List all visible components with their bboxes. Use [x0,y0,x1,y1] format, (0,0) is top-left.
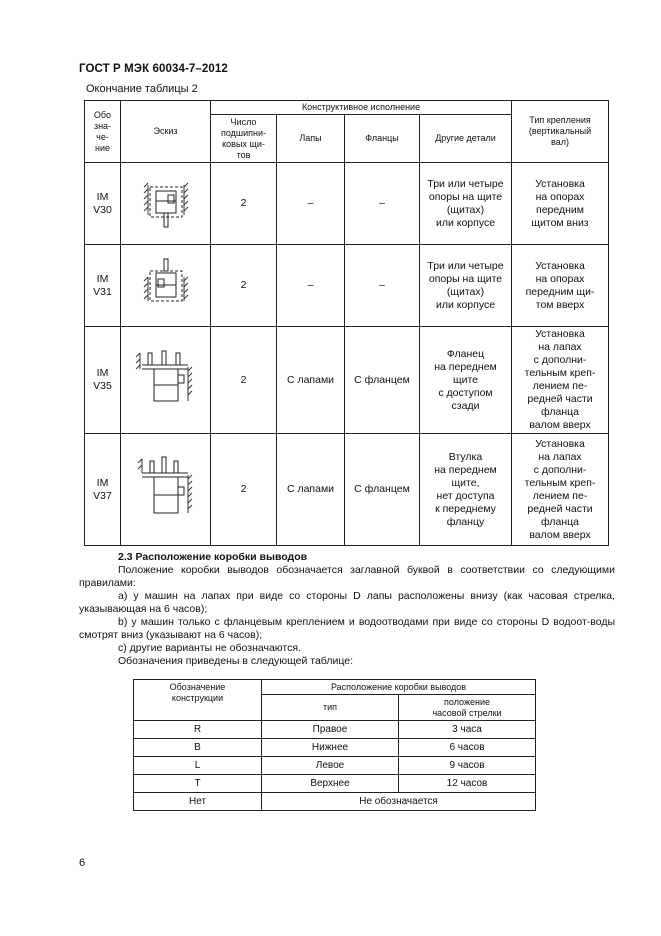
document-header: ГОСТ Р МЭК 60034-7–2012 [79,63,228,75]
row-bearings: 2 [211,327,277,434]
row-bearings: 2 [211,245,277,327]
motor-sketch-v37-icon [121,434,211,546]
row-other-parts: Втулка на переднем щите, нет доступа к переднему фланцу [420,434,512,546]
row-flanges: – [345,163,420,245]
row-mounting: Установка на опорах передним щитом вниз [512,163,609,245]
row-feet: – [277,245,345,327]
paragraph-item-c: с) другие варианты не обозначаются. [118,642,301,654]
row-mounting: Установка на лапах с дополни- тельным креп- лением пе- редней части фланца валом вверх [512,327,609,434]
motor-sketch-v30-icon [121,163,211,245]
table-row [134,721,536,739]
row-flanges: С фланцем [345,327,420,434]
row-code: T [134,775,262,793]
header-terminal-box-location: Расположение коробки выводов [262,680,536,695]
row-type: Левое [262,757,399,775]
paragraph-rules: Положение коробки выводов обозначается заглавной буквой в соответствии со следующими правилами: [79,564,615,589]
row-note: Не обозначается [262,793,536,811]
construction-table [84,100,609,546]
motor-sketch-v31-icon [121,245,211,327]
paragraph-table-intro: Обозначения приведены в следующей таблице: [118,655,353,667]
row-other-parts: Три или четыре опоры на щите (щитах) или корпусе [420,163,512,245]
header-sketch: Эскиз [121,101,211,163]
row-code: R [134,721,262,739]
row-bearings: 2 [211,434,277,546]
row-other-parts: Фланец на переднем щите с доступом сзади [420,327,512,434]
row-clock: 9 часов [399,757,536,775]
header-construction: Конструктивное исполнение [211,101,512,115]
header-designation: Обо зна- че- ние [85,101,121,163]
row-code: L [134,757,262,775]
row-clock: 6 часов [399,739,536,757]
table-row [85,327,609,434]
paragraph-item-b: b) у машин только с фланцевым креплением и водоотводами при виде со стороны D водоот-воды смотрят вниз (указывают на 6 часов); [79,616,615,641]
terminal-box-position-table [133,679,536,811]
page-number: 6 [79,857,86,869]
header-mounting-type: Тип крепления (вертикальный вал) [512,101,609,163]
row-code: B [134,739,262,757]
row-flanges: С фланцем [345,434,420,546]
row-clock: 12 часов [399,775,536,793]
header-type: тип [262,695,399,721]
row-designation: IM V37 [85,434,121,546]
row-type: Правое [262,721,399,739]
row-mounting: Установка на лапах с дополни- тельным креп- лением пе- редней части фланца валом вверх [512,434,609,546]
section-title: 2.3 Расположение коробки выводов [118,551,308,563]
table-row [134,739,536,757]
header-other-parts: Другие детали [420,115,512,163]
paragraph-item-a: а) у машин на лапах при виде со стороны D лапы расположены внизу (как часовая стрелка, указывающая на 6 часов); [79,590,615,615]
row-feet: С лапами [277,327,345,434]
header-flanges: Фланцы [345,115,420,163]
row-designation: IM V35 [85,327,121,434]
table-row [134,757,536,775]
table-row [85,245,609,327]
motor-sketch-v35-icon [121,327,211,434]
row-designation: IM V30 [85,163,121,245]
row-type: Верхнее [262,775,399,793]
row-feet: С лапами [277,434,345,546]
row-bearings: 2 [211,163,277,245]
row-type: Нижнее [262,739,399,757]
row-clock: 3 часа [399,721,536,739]
row-mounting: Установка на опорах передним щи- том вверх [512,245,609,327]
table-row [85,163,609,245]
row-feet: – [277,163,345,245]
table-row [134,793,536,811]
header-clock-position: положение часовой стрелки [399,695,536,721]
table-row [134,775,536,793]
header-construction-designation: Обозначение конструкции [134,680,262,721]
row-flanges: – [345,245,420,327]
table-caption: Окончание таблицы 2 [86,83,198,95]
header-feet: Лапы [277,115,345,163]
row-code: Нет [134,793,262,811]
row-other-parts: Три или четыре опоры на щите (щитах) или корпусе [420,245,512,327]
table-row [85,434,609,546]
header-bearing-count: Число подшипни- ковых щи- тов [211,115,277,163]
row-designation: IM V31 [85,245,121,327]
